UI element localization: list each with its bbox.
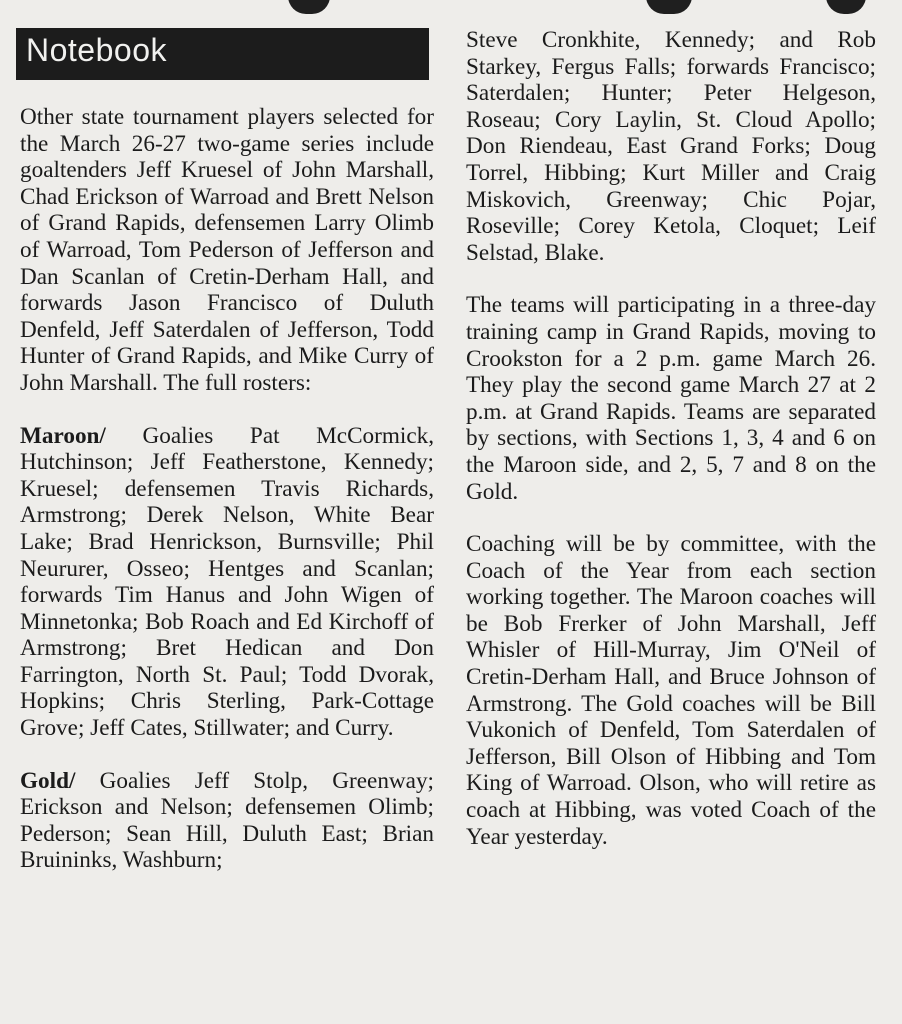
article-column-left [20,104,434,900]
article-column-right [466,27,876,876]
intro-paragraph: Other state tournament players selected for the March 26-27 two-game series include goaltenders Jeff Kruesel of John Marshall, Chad Erickson of Warroad and Brett Nelson of Grand Rapids, defensemen Larry Olimb of Warroad, Tom Pederson of Jefferson and Dan Scanlan of Cretin-Derham Hall, and forwards Jason Francisco of Duluth Denfeld, Jeff Saterdalen of Jefferson, Todd Hunter of Grand Rapids, and Mike Curry of John Marshall. The full rosters: [20,104,434,396]
gold-roster-text-end: Steve Cronkhite, Kennedy; and Rob Starkey, Fergus Falls; forwards Francisco; Saterdalen; Hunter; Peter Helgeson, Roseau; Cory Laylin, St. Cloud Apollo; Don Riendeau, East Grand Forks; Doug Torrel, Hibbing; Kurt Miller and Craig Miskovich, Greenway; Chic Pojar, Roseville; Corey Ketola, Cloquet; Leif Selstad, Blake. [466,27,876,266]
section-title: Notebook [26,32,167,68]
gold-roster-text-start: Goalies Jeff Stolp, Greenway; Erickson and Nelson; defensemen Olimb; Pederson; Sean Hill, Duluth East; Brian Bruininks, Washburn; [20,767,434,874]
gold-roster-paragraph-end [466,27,876,266]
cut-off-headline [0,0,902,16]
maroon-roster-text: Goalies Pat McCormick, Hutchinson; Jeff Featherstone, Kennedy; Kruesel; defensemen Travis Richards, Armstrong; Derek Nelson, White Bear Lake; Brad Henrickson, Burnsville; Phil Neururer, Osseo; Hentges and Scanlan; forwards Tim Hanus and John Wigen of Minnetonka; Bob Roach and Ed Kirchoff of Armstrong; Bret Hedican and Don Farrington, North St. Paul; Todd Dvorak, Hopkins; Chris Sterling, Park-Cottage Grove; Jeff Cates, Stillwater; and Curry. [20,422,435,742]
camp-paragraph: The teams will participating in a three-day training camp in Grand Rapids, moving to Crookston for a 2 p.m. game March 26. They play the second game March 27 at 2 p.m. at Grand Rapids. Teams are separated by sections, with Sections 1, 3, 4 and 6 on the Maroon side, and 2, 5, 7 and 8 on the Gold. [466,292,876,505]
maroon-label: Maroon/ [20,422,106,449]
maroon-roster-paragraph [20,423,434,742]
coaching-paragraph: Coaching will be by committee, with the Coach of the Year from each section working together. The Maroon coaches will be Bob Frerker of John Marshall, Jeff Whisler of Hill-Murray, Jim O'Neil of Cretin-Derham Hall, and Bruce Johnson of Armstrong. The Gold coaches will be Bill Vukonich of Denfeld, Tom Saterdalen of Jefferson, Bill Olson of Hibbing and Tom King of Warroad. Olson, who will retire as coach at Hibbing, was voted Coach of the Year yesterday. [466,531,876,850]
gold-roster-paragraph-start [20,768,434,874]
gold-label: Gold/ [20,767,76,794]
section-banner [16,28,429,80]
